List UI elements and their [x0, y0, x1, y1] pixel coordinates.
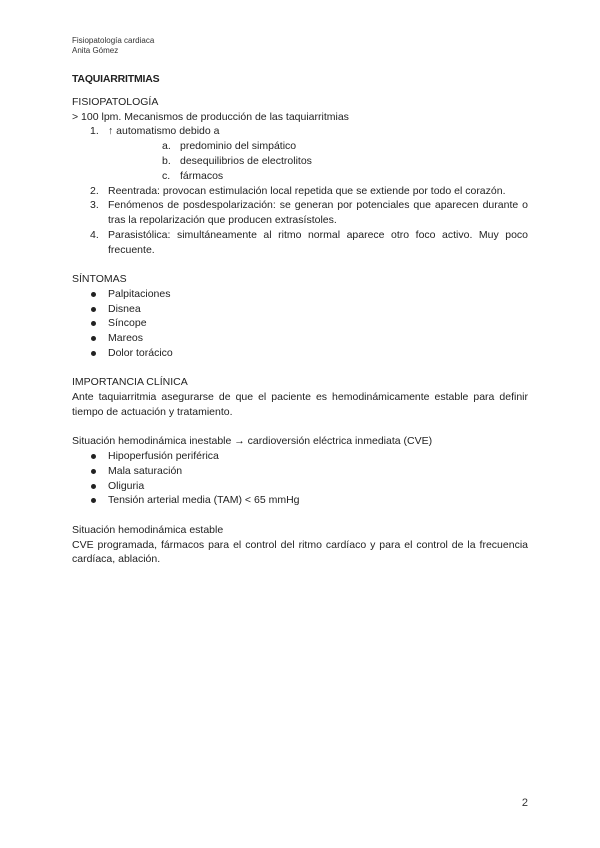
list-item [72, 228, 528, 258]
sub-list-item [108, 154, 528, 169]
section-heading: FISIOPATOLOGÍA [72, 95, 159, 108]
list-marker: 3. [90, 199, 99, 212]
list-item [72, 331, 528, 346]
document-body [72, 72, 528, 567]
list-item-text: Reentrada: provocan estimulación local repetida que se extiende por todo el corazón. [108, 184, 506, 197]
header-subject: Fisiopatología cardiaca [72, 36, 155, 45]
list-item-text: Parasistólica: simultáneamente al ritmo normal aparece otro foco activo. Muy poco frecuente. [108, 228, 528, 256]
section-heading: IMPORTANCIA CLÍNICA [72, 376, 188, 389]
section-paragraph: Ante taquiarritmia asegurarse de que el paciente es hemodinámicamente estable para definir tiempo de actuación y tratamiento. [72, 391, 528, 418]
bullet-icon [91, 351, 96, 356]
sub-list-item-text: desequilibrios de electrolitos [180, 154, 312, 167]
symptoms-list [72, 287, 528, 361]
spacer [72, 258, 528, 273]
bullet-icon [91, 454, 96, 459]
section-sintomas [72, 272, 528, 361]
bullet-icon [91, 469, 96, 474]
list-item-text: Síncope [108, 317, 147, 330]
list-item-text: ↑ automatismo debido a [108, 125, 220, 138]
section-inestable [72, 434, 528, 508]
section-estable [72, 523, 528, 567]
list-item-text: Palpitaciones [108, 287, 171, 300]
section-heading: Situación hemodinámica estable [72, 523, 224, 536]
section-intro: > 100 lpm. Mecanismos de producción de las taquiarritmias [72, 110, 349, 123]
list-item-text: Tensión arterial media (TAM) < 65 mmHg [108, 494, 300, 507]
section-fisiopatologia [72, 95, 528, 258]
list-item [72, 198, 528, 228]
list-item [72, 287, 528, 302]
section-paragraph: CVE programada, fármacos para el control del ritmo cardíaco y para el control de la frecuencia cardíaca, ablación. [72, 538, 528, 566]
sub-list-item-text: predominio del simpático [180, 140, 297, 153]
list-item [72, 184, 528, 199]
list-item-text: Hipoperfusión periférica [108, 450, 219, 463]
sub-list-marker: b. [162, 154, 171, 167]
list-item-text: Disnea [108, 302, 141, 315]
unstable-signs-list [72, 449, 528, 508]
header-author: Anita Gómez [72, 46, 119, 55]
bullet-icon [91, 292, 96, 297]
sub-list-marker: a. [162, 140, 171, 153]
section-heading: SÍNTOMAS [72, 273, 127, 286]
list-item [72, 346, 528, 361]
sub-list-item [108, 139, 528, 154]
list-item-text: Oliguria [108, 479, 145, 492]
bullet-icon [91, 484, 96, 489]
page-header [72, 36, 154, 56]
bullet-icon [91, 336, 96, 341]
sub-list [108, 139, 528, 183]
spacer [72, 420, 528, 435]
list-item [72, 449, 528, 464]
list-item [72, 316, 528, 331]
list-marker: 4. [90, 228, 99, 241]
sub-list-item [108, 169, 528, 184]
list-item-text: Dolor torácico [108, 347, 173, 360]
sub-list-item-text: fármacos [180, 169, 224, 182]
bullet-icon [91, 321, 96, 326]
list-item [72, 124, 528, 183]
page-number: 2 [521, 797, 528, 809]
bullet-icon [91, 498, 96, 503]
section-heading: Situación hemodinámica inestable → cardioversión eléctrica inmediata (CVE) [72, 435, 433, 448]
list-item-text: Mala saturación [108, 464, 183, 477]
list-item-text: Mareos [108, 332, 144, 345]
sub-list-marker: c. [162, 169, 171, 182]
spacer [72, 361, 528, 376]
list-item [72, 464, 528, 479]
mechanisms-list [72, 124, 528, 257]
list-item-text: Fenómenos de posdespolarización: se generan por potenciales que aparecen durante o tras la repolarización que producen extrasístoles. [108, 199, 528, 227]
document-title: TAQUIARRITMIAS [72, 73, 160, 85]
list-item [72, 302, 528, 317]
section-importancia [72, 375, 528, 419]
bullet-icon [91, 307, 96, 312]
list-marker: 1. [90, 125, 99, 138]
spacer [72, 508, 528, 523]
list-item [72, 479, 528, 494]
list-item [72, 493, 528, 508]
list-marker: 2. [90, 184, 99, 197]
